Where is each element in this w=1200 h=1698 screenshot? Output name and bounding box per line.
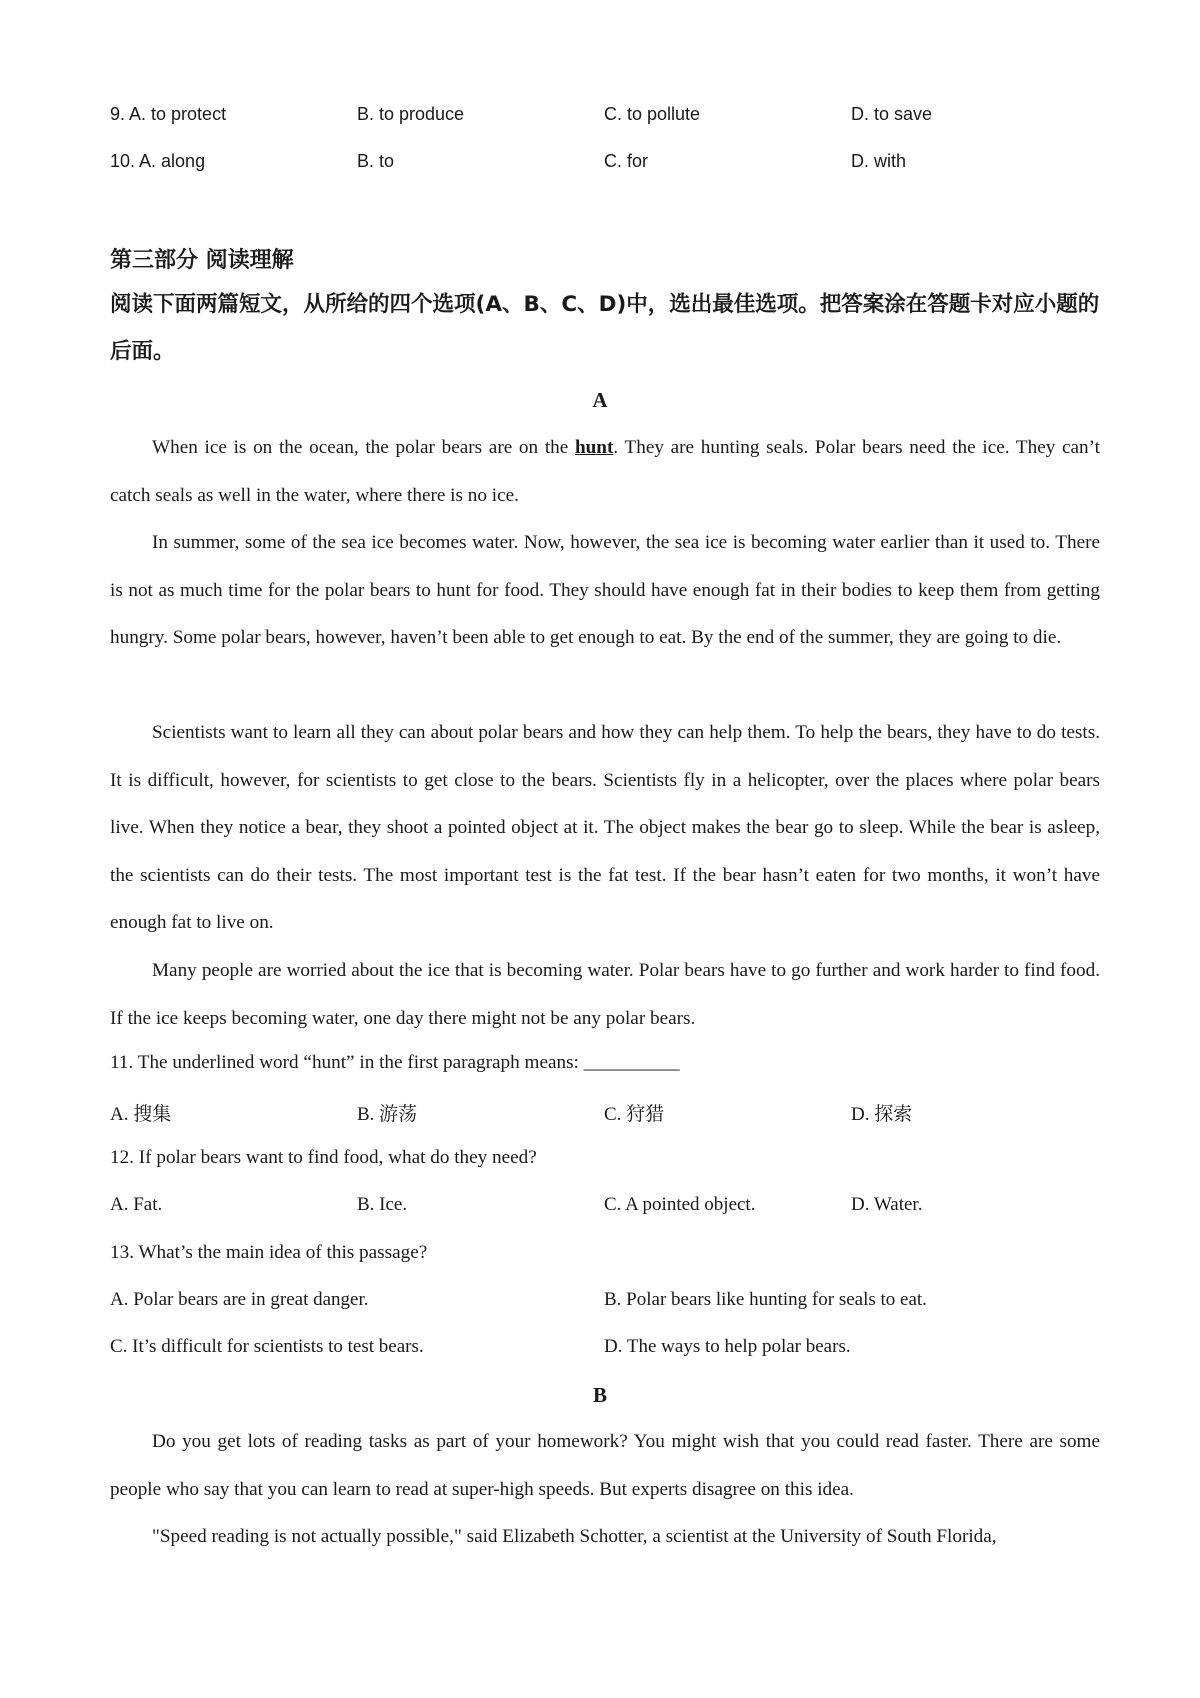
q12-options <box>110 1194 1100 1222</box>
q13-option-d: D. The ways to help polar bears. <box>604 1336 851 1357</box>
q11-option-b: B. 游荡 <box>357 1104 418 1125</box>
q12-option-c: C. A pointed object. <box>604 1194 756 1215</box>
q10-option-c: C. for <box>604 151 649 171</box>
part3-heading: 第三部分 阅读理解 <box>110 248 294 273</box>
q13-option-a: A. Polar bears are in great danger. <box>110 1289 369 1310</box>
passage-b-paragraph-2: "Speed reading is not actually possible," said Elizabeth Schotter, a scientist at the University of South Florida, <box>152 1526 997 1547</box>
q11-option-d: D. 探索 <box>851 1104 913 1125</box>
q13-option-b: B. Polar bears like hunting for seals to eat. <box>604 1289 927 1310</box>
passage-b-paragraph-1: Do you get lots of reading tasks as part of your homework? You might wish that you could read faster. There are some people who say that you can learn to read at super-high speeds. But experts disagree on this idea. <box>110 1431 1100 1500</box>
q9-option-b: B. to produce <box>357 104 465 124</box>
passage-a-p1-lead: When ice is on the ocean, the polar bears are on the <box>152 437 575 458</box>
q13-options-row-1 <box>110 1289 1100 1317</box>
q12-option-a: A. Fat. <box>110 1194 163 1215</box>
q11-options <box>110 1099 1100 1127</box>
passage-a-title: A <box>592 388 608 412</box>
passage-b-title: B <box>592 1383 607 1407</box>
underlined-word-hunt: hunt <box>574 437 614 458</box>
q13-options-row-2 <box>110 1336 1100 1364</box>
q12-option-d: D. Water. <box>851 1194 923 1215</box>
q10-options <box>110 151 1100 179</box>
passage-a-paragraph-2: In summer, some of the sea ice becomes water. Now, however, the sea ice is becoming water earlier than it used to. There is not as much time for the polar bears to hunt for food. They should have enough fat in their bodies to keep them from getting hungry. Some polar bears, however, haven’t been able to get enough to eat. By the end of the summer, they are going to die. <box>110 532 1100 648</box>
passage-a-paragraph-3: Scientists want to learn all they can about polar bears and how they can help them. To help the bears, they have to do tests. It is difficult, however, for scientists to get close to the bears. Scientists fly in a helicopter, over the places where polar bears live. When they notice a bear, they shoot a pointed object at it. The object makes the bear go to sleep. While the bear is asleep, the scientists can do their tests. The most important test is the fat test. If the bear hasn’t eaten for two months, it won’t have enough fat to live on. <box>110 722 1100 933</box>
q11-stem: 11. The underlined word “hunt” in the first paragraph means: __________ <box>110 1052 680 1073</box>
q9-option-d: D. to save <box>851 104 933 124</box>
passage-a-paragraph-1 <box>110 424 1100 519</box>
q13-stem: 13. What’s the main idea of this passage? <box>110 1242 428 1263</box>
q13-option-c: C. It’s difficult for scientists to test bears. <box>110 1336 424 1357</box>
q12-option-b: B. Ice. <box>357 1194 408 1215</box>
q10-option-d: D. with <box>851 151 907 171</box>
part3-instruction: 阅读下面两篇短文，从所给的四个选项(A、B、C、D)中，选出最佳选项。把答案涂在答题卡对应小题的后面。 <box>110 292 1100 364</box>
q10-option-b: B. to <box>357 151 395 171</box>
q11-option-a: A. 搜集 <box>110 1104 172 1125</box>
q12-stem: 12. If polar bears want to find food, what do they need? <box>110 1147 537 1168</box>
q9-option-a: 9. A. to protect <box>110 104 227 124</box>
q9-option-c: C. to pollute <box>604 104 701 124</box>
q11-option-c: C. 狩猎 <box>604 1104 665 1125</box>
q9-options <box>110 104 1100 132</box>
passage-a-p1-rest: . They are hunting seals. Polar bears need the ice. They can’t catch seals as well in the water, where there is no ice. <box>110 437 1100 506</box>
q10-option-a: 10. A. along <box>110 151 206 171</box>
passage-a-paragraph-4: Many people are worried about the ice that is becoming water. Polar bears have to go further and work harder to find food. If the ice keeps becoming water, one day there might not be any polar bears. <box>110 960 1100 1029</box>
